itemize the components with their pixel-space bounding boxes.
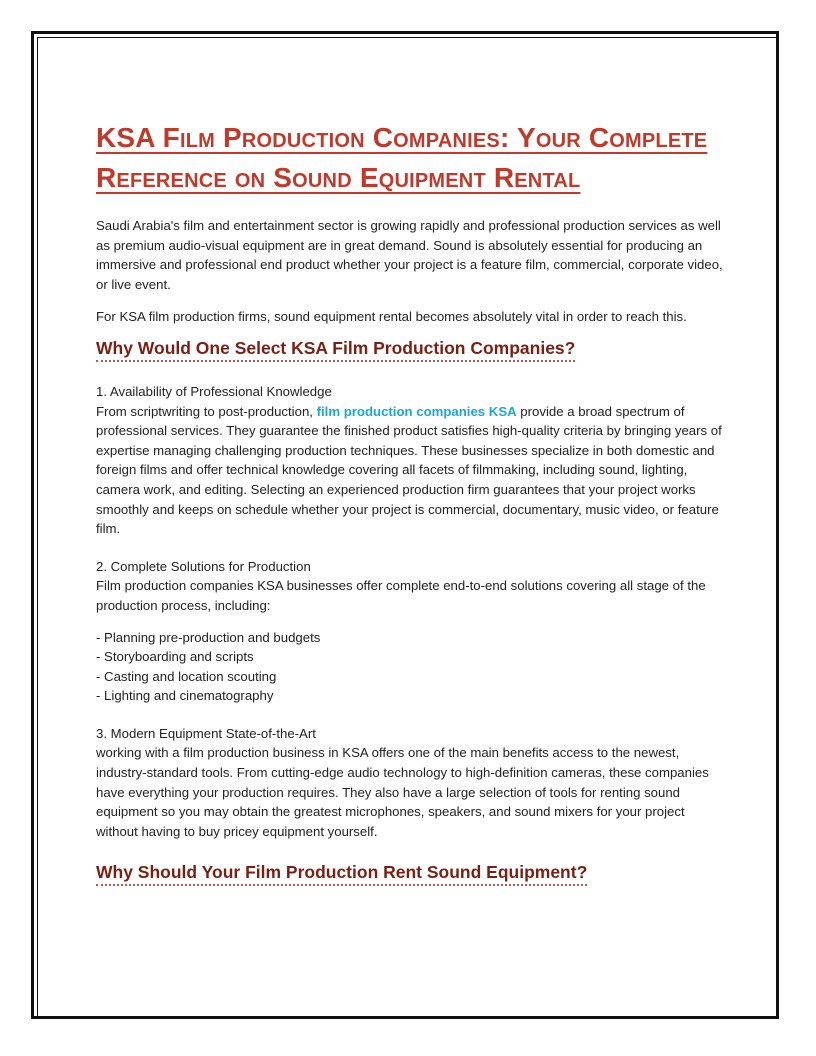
list-item: - Storyboarding and scripts bbox=[96, 649, 254, 665]
intro-paragraph-2: For KSA film production firms, sound equipment rental becomes absolutely vital in order to reach this. bbox=[96, 309, 687, 325]
production-services-list bbox=[96, 628, 726, 706]
section-heading-why-rent: Why Should Your Film Production Rent Sound Equipment? bbox=[96, 861, 587, 886]
spacer bbox=[96, 539, 726, 557]
item-1-title: 1. Availability of Professional Knowledge bbox=[96, 383, 332, 399]
list-item: - Planning pre-production and budgets bbox=[96, 629, 321, 645]
item-2-title: 2. Complete Solutions for Production bbox=[96, 558, 311, 574]
item-1-text-after-link: provide a broad spectrum of professional services. They guarantee the finished product satisfies high-quality criteria by bringing years of expertise managing challenging production techniques. These businesses specialize in both domestic and foreign films and offer technical knowledge covering all facets of filmmaking, including sound, lighting, camera work, and editing. Selecting an experienced production firm guarantees that your project works smoothly and keeps on schedule whether your project is commercial, documentary, music video, or feature film. bbox=[96, 403, 722, 537]
spacer bbox=[96, 706, 726, 724]
document-body bbox=[96, 118, 726, 886]
section-heading-why-select: Why Would One Select KSA Film Production Companies? bbox=[96, 337, 575, 362]
list-item: - Casting and location scouting bbox=[96, 668, 277, 684]
list-item: - Lighting and cinematography bbox=[96, 688, 274, 704]
item-3-title: 3. Modern Equipment State-of-the-Art bbox=[96, 725, 316, 741]
item-2-text: Film production companies KSA businesses offer complete end-to-end solutions covering all stage of the production process, including: bbox=[96, 578, 706, 613]
film-production-companies-link[interactable]: film production companies KSA bbox=[316, 403, 517, 419]
item-3-text: working with a film production business in KSA offers one of the main benefits access to the newest, industry-standard tools. From cutting-edge audio technology to high-definition cameras, these companies have everything your production requires. They also have a large selection of tools for renting sound equipment so you may obtain the greatest microphones, speakers, and sound mixers for your project without having to buy pricey equipment yourself. bbox=[96, 745, 709, 839]
item-1-text-before-link: From scriptwriting to post-production, bbox=[96, 403, 317, 419]
intro-paragraph-1: Saudi Arabia's film and entertainment sector is growing rapidly and professional production services as well as premium audio-visual equipment are in great demand. Sound is absolutely essential for producing an immersive and professional end product whether your project is a feature film, commercial, corporate video, or live event. bbox=[96, 218, 723, 292]
spacer bbox=[96, 362, 726, 382]
document-title: KSA Film Production Companies: Your Complete Reference on Sound Equipment Rental bbox=[96, 122, 708, 193]
item-1-text bbox=[96, 402, 726, 539]
